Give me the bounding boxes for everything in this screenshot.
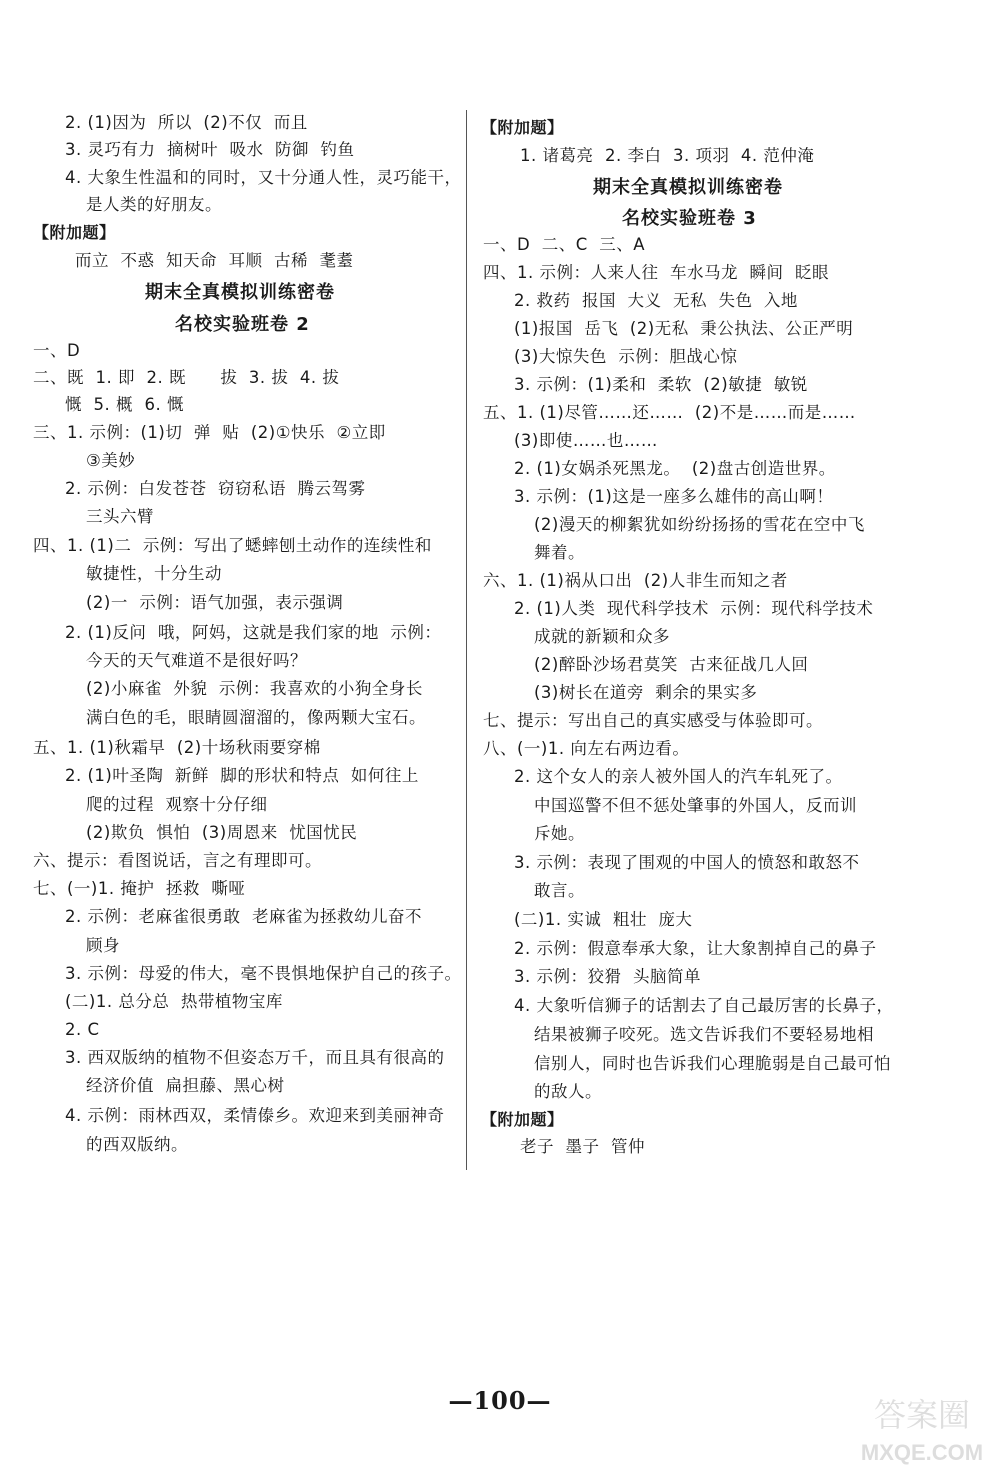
left-answer-line: 五、1. (1)秋霜早 (2)十场秋雨要穿棉 bbox=[33, 738, 321, 757]
left-answer-line: 满白色的毛，眼睛圆溜溜的，像两颗大宝石。 bbox=[86, 708, 426, 727]
right-answer-line: (二)1. 实诚 粗壮 庞大 bbox=[514, 910, 693, 929]
right-answer-line: 一、D 二、C 三、A bbox=[483, 235, 645, 254]
left-answer-line: 二、既 1. 即 2. 既 拔 3. 拔 4. 拔 bbox=[33, 368, 340, 387]
right-answer-line: 八、(一)1. 向左右两边看。 bbox=[483, 739, 690, 758]
watermark-logo bbox=[850, 1392, 995, 1470]
right-answer-line: 2. 救药 报国 大义 无私 失色 入地 bbox=[514, 291, 798, 310]
left-answer-line: 3. 西双版纳的植物不但姿态万千，而且具有很高的 bbox=[65, 1048, 445, 1067]
right-answer-line: 3. 示例：(1)柔和 柔软 (2)敏捷 敏锐 bbox=[514, 375, 808, 394]
left-answer-line: 六、提示：看图说话，言之有理即可。 bbox=[33, 851, 322, 870]
right-answer-line: (2)醉卧沙场君莫笑 古来征战几人回 bbox=[534, 655, 809, 674]
right-answer-line: 2. 这个女人的亲人被外国人的汽车轧死了。 bbox=[514, 767, 843, 786]
right-answer-line: 七、提示：写出自己的真实感受与体验即可。 bbox=[483, 711, 823, 730]
right-answer-line: 结果被狮子咬死。选文告诉我们不要轻易地相 bbox=[534, 1025, 874, 1044]
right-answer-line: (3)即使……也…… bbox=[514, 431, 658, 450]
left-answer-line: 经济价值 扁担藤、黑心树 bbox=[86, 1076, 285, 1095]
right-answer-line: 4. 大象听信狮子的话割去了自己最厉害的长鼻子， bbox=[514, 996, 894, 1015]
right-answer-line: 的敌人。 bbox=[534, 1082, 602, 1101]
left-section-title: 期末全真模拟训练密卷 bbox=[145, 282, 335, 303]
right-answer-line: 五、1. (1)尽管……还…… (2)不是……而是…… bbox=[483, 403, 856, 422]
watermark-url: MXQE.COM bbox=[860, 1440, 984, 1465]
right-answer-line: (1)报国 岳飞 (2)无私 秉公执法、公正严明 bbox=[514, 319, 854, 338]
left-answer-line: 三头六臂 bbox=[86, 507, 154, 526]
right-answer-line: 3. 示例：表现了围观的中国人的愤怒和敢怒不 bbox=[514, 853, 860, 872]
right-answer-line: (2)漫天的柳絮犹如纷纷扬扬的雪花在空中飞 bbox=[534, 515, 865, 534]
column-divider bbox=[466, 110, 467, 1170]
right-answer-line: 2. (1)人类 现代科学技术 示例：现代科学技术 bbox=[514, 599, 874, 618]
left-answer-line: 2. (1)因为 所以 (2)不仅 而且 bbox=[65, 113, 308, 132]
left-answer-line: 2. (1)叶圣陶 新鲜 脚的形状和特点 如何往上 bbox=[65, 766, 419, 785]
left-answer-line: 2. 示例：白发苍苍 窃窃私语 腾云驾雾 bbox=[65, 479, 366, 498]
right-answer-line: (3)树长在道旁 剩余的果实多 bbox=[534, 683, 758, 702]
left-answer-line: (2)小麻雀 外貌 示例：我喜欢的小狗全身长 bbox=[86, 679, 423, 698]
right-section-title: 名校实验班卷 3 bbox=[622, 208, 757, 229]
right-answer-line: 老子 墨子 管仲 bbox=[520, 1137, 645, 1156]
right-answer-line: 四、1. 示例：人来人往 车水马龙 瞬间 眨眼 bbox=[483, 263, 829, 282]
right-section-title: 期末全真模拟训练密卷 bbox=[593, 177, 783, 198]
left-answer-line: 3. 示例：母爱的伟大，毫不畏惧地保护自己的孩子。 bbox=[65, 964, 462, 983]
right-answer-line: 1. 诸葛亮 2. 李白 3. 项羽 4. 范仲淹 bbox=[520, 146, 815, 165]
left-answer-line: (2)一 示例：语气加强，表示强调 bbox=[86, 593, 344, 612]
left-answer-line: 今天的天气难道不是很好吗？ bbox=[86, 651, 307, 670]
left-section-title: 名校实验班卷 2 bbox=[175, 314, 310, 335]
left-answer-line: 3. 灵巧有力 摘树叶 吸水 防御 钓鱼 bbox=[65, 140, 355, 159]
left-answer-line: 的西双版纳。 bbox=[86, 1135, 188, 1154]
left-answer-line: 慨 5. 概 6. 慨 bbox=[65, 395, 184, 414]
left-answer-line: 是人类的好朋友。 bbox=[86, 195, 222, 214]
right-answer-line: 3. 示例：(1)这是一座多么雄伟的高山啊！ bbox=[514, 487, 834, 506]
left-answer-line: 而立 不惑 知天命 耳顺 古稀 耄耋 bbox=[75, 251, 354, 270]
right-bonus-heading: 【附加题】 bbox=[481, 118, 564, 137]
right-answer-line: 信别人，同时也告诉我们心理脆弱是自己最可怕 bbox=[534, 1054, 891, 1073]
right-answer-line: 舞着。 bbox=[534, 543, 585, 562]
right-answer-line: 斥她。 bbox=[534, 824, 585, 843]
left-answer-line: (2)欺负 惧怕 (3)周恩来 忧国忧民 bbox=[86, 823, 358, 842]
left-answer-line: 爬的过程 观察十分仔细 bbox=[86, 795, 268, 814]
left-answer-line: 七、(一)1. 掩护 拯救 嘶哑 bbox=[33, 879, 246, 898]
left-answer-line: 顾身 bbox=[86, 936, 120, 955]
left-answer-line: 三、1. 示例：(1)切 弹 贴 (2)①快乐 ②立即 bbox=[33, 423, 386, 442]
right-answer-line: 六、1. (1)祸从口出 (2)人非生而知之者 bbox=[483, 571, 788, 590]
right-answer-line: 2. (1)女娲杀死黑龙。 (2)盘古创造世界。 bbox=[514, 459, 836, 478]
right-answer-line: 敢言。 bbox=[534, 881, 585, 900]
left-answer-line: 四、1. (1)二 示例：写出了蟋蟀刨土动作的连续性和 bbox=[33, 536, 432, 555]
right-answer-line: (3)大惊失色 示例：胆战心惊 bbox=[514, 347, 738, 366]
left-bonus-heading: 【附加题】 bbox=[33, 223, 116, 242]
watermark-title: 答案圈 bbox=[873, 1397, 971, 1433]
left-answer-line: (二)1. 总分总 热带植物宝库 bbox=[65, 992, 283, 1011]
page-number: —100— bbox=[448, 1386, 552, 1415]
right-answer-line: 中国巡警不但不惩处肇事的外国人，反而训 bbox=[534, 796, 857, 815]
left-answer-line: 敏捷性，十分生动 bbox=[86, 564, 222, 583]
left-answer-line: 2. (1)反问 哦，阿妈，这就是我们家的地 示例： bbox=[65, 623, 442, 642]
left-answer-line: 2. 示例：老麻雀很勇敢 老麻雀为拯救幼儿奋不 bbox=[65, 907, 422, 926]
right-bonus-heading: 【附加题】 bbox=[481, 1110, 564, 1129]
right-answer-line: 2. 示例：假意奉承大象，让大象割掉自己的鼻子 bbox=[514, 939, 877, 958]
right-answer-line: 成就的新颖和众多 bbox=[534, 627, 670, 646]
right-answer-line: 3. 示例：狡猾 头脑简单 bbox=[514, 967, 701, 986]
left-answer-line: 4. 示例：雨林西双，柔情傣乡。欢迎来到美丽神奇 bbox=[65, 1106, 445, 1125]
left-answer-line: ③美妙 bbox=[86, 451, 136, 470]
left-answer-line: 4. 大象生性温和的同时，又十分通人性，灵巧能干， bbox=[65, 168, 462, 187]
left-answer-line: 一、D bbox=[33, 341, 81, 360]
left-answer-line: 2. C bbox=[65, 1020, 100, 1039]
